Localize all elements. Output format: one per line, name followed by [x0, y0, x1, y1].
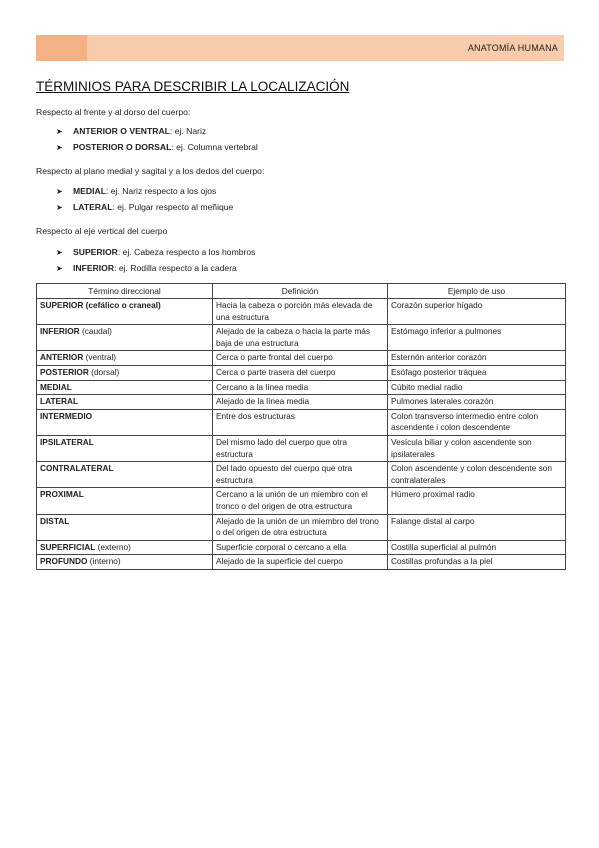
cell-example: Vesícula biliar y colon ascendente son ipsilaterales [388, 435, 566, 461]
table-row [37, 409, 566, 435]
arrow-bullet-icon: ➤ [56, 142, 63, 152]
directional-terms-table [36, 283, 566, 570]
cell-definition: Entre dos estructuras [213, 409, 388, 435]
cell-term [37, 540, 213, 555]
table-header-row [37, 284, 566, 299]
list-item [56, 245, 255, 261]
cell-definition: Alejado de la unión de un miembro del trono o del origen de otra estructura [213, 514, 388, 540]
arrow-bullet-icon: ➤ [56, 202, 63, 212]
cell-term [37, 462, 213, 488]
cell-definition: Alejado de la superficie del cuerpo [213, 555, 388, 570]
term-name: POSTERIOR [40, 366, 89, 377]
cell-term [37, 380, 213, 395]
table-row [37, 351, 566, 366]
cell-example: Colon transverso intermedio entre colon ascendente i colon descendente [388, 409, 566, 435]
cell-definition: Cerca o parte trasera del cuerpo [213, 365, 388, 380]
bullet-list-front-back [56, 124, 258, 155]
term-qualifier: (externo) [95, 541, 131, 552]
cell-example: Costilla superficial al pulmón [388, 540, 566, 555]
cell-term [37, 488, 213, 514]
arrow-bullet-icon: ➤ [56, 127, 63, 136]
cell-example: Colon ascendente y colon descendente son contralaterales [388, 462, 566, 488]
column-header-term: Término direccional [37, 284, 213, 299]
term-qualifier: (caudal) [79, 326, 112, 337]
table-row [37, 555, 566, 570]
bullet-term: POSTERIOR O DORSAL [73, 141, 172, 152]
header-accent-block [36, 35, 87, 61]
cell-term [37, 299, 213, 325]
table-row [37, 380, 566, 395]
term-name: SUPERIOR [40, 300, 84, 310]
table-row [37, 395, 566, 410]
table-row [37, 462, 566, 488]
arrow-bullet-icon: ➤ [56, 187, 63, 196]
cell-definition: Cerca o parte frontal del cuerpo [213, 351, 388, 366]
cell-definition: Cercano a la línea media [213, 380, 388, 395]
section-intro-front-back: Respecto al frente y al dorso del cuerpo: [36, 107, 191, 117]
list-item [56, 200, 233, 216]
column-header-definition: Definición [213, 284, 388, 299]
bullet-desc: : ej. Rodilla respecto a la cadera [114, 262, 237, 273]
term-name: SUPERFICIAL [40, 541, 96, 552]
table-row [37, 325, 566, 351]
term-name: IPSILATERAL [40, 436, 94, 447]
table-row [37, 514, 566, 540]
header-title: ANATOMÍA HUMANA [467, 43, 558, 53]
table-row [37, 299, 566, 325]
bullet-term: INFERIOR [73, 262, 115, 273]
table-body [37, 299, 566, 570]
cell-definition: Cercano a la unión de un miembro con el tronco o del origen de otra estructura [213, 488, 388, 514]
term-name: INFERIOR [40, 326, 80, 337]
term-qualifier: (cefálico o craneal) [83, 300, 161, 310]
bullet-desc: : ej. Columna vertebral [171, 141, 258, 152]
cell-example: Falange distal al carpo [388, 514, 566, 540]
cell-definition: Superficie corporal o cercano a ella [213, 540, 388, 555]
cell-definition: Del mismo lado del cuerpo que otra estructura [213, 435, 388, 461]
list-item [56, 124, 258, 140]
page-header-bar [36, 35, 564, 61]
section-intro-vertical: Respecto al eje vertical del cuerpo [36, 226, 168, 236]
cell-example: Pulmones laterales corazón [388, 395, 566, 410]
cell-example: Corazón superior hígado [388, 299, 566, 325]
document-title: TÉRMINIOS PARA DESCRIBIR LA LOCALIZACIÓN [36, 79, 350, 94]
bullet-desc: : ej. Nariz [169, 126, 207, 136]
term-qualifier: (ventral) [83, 352, 117, 363]
cell-term [37, 325, 213, 351]
cell-example: Esófago posterior tráquea [388, 365, 566, 380]
cell-example: Estómago inferior a pulmones [388, 325, 566, 351]
table-row [37, 435, 566, 461]
bullet-list-vertical [56, 245, 255, 276]
cell-definition: Alejado de la línea media [213, 395, 388, 410]
cell-term [37, 435, 213, 461]
term-name: MEDIAL [40, 381, 72, 392]
bullet-term: LATERAL [73, 201, 113, 212]
cell-example: Cúbito medial radio [388, 380, 566, 395]
list-item [56, 140, 258, 156]
term-name: INTERMEDIO [40, 410, 93, 421]
list-item [56, 261, 255, 277]
term-name: PROFUNDO [40, 556, 88, 567]
term-qualifier: (interno) [87, 556, 121, 567]
term-name: LATERAL [40, 396, 79, 407]
table-row [37, 540, 566, 555]
cell-definition: Alejado de la cabeza o hacia la parte más baja de una estructura [213, 325, 388, 351]
table-row [37, 365, 566, 380]
arrow-bullet-icon: ➤ [56, 248, 63, 257]
arrow-bullet-icon: ➤ [56, 263, 63, 273]
cell-example: Esternón anterior corazón [388, 351, 566, 366]
cell-term [37, 555, 213, 570]
column-header-example: Ejemplo de uso [388, 284, 566, 299]
cell-term [37, 351, 213, 366]
cell-definition: Del lado opuesto del cuerpo que otra estructura [213, 462, 388, 488]
term-name: PROXIMAL [40, 489, 84, 500]
cell-example: Costillas profundas a la piel [388, 555, 566, 570]
term-name: DISTAL [40, 515, 70, 526]
bullet-desc: : ej. Cabeza respecto a los hombros [117, 247, 256, 257]
bullet-term: ANTERIOR O VENTRAL [73, 126, 170, 136]
bullet-term: MEDIAL [73, 186, 106, 196]
cell-example: Húmero proximal radio [388, 488, 566, 514]
bullet-desc: : ej. Nariz respecto a los ojos [105, 186, 217, 196]
bullet-term: SUPERIOR [73, 247, 118, 257]
cell-term [37, 409, 213, 435]
term-name: CONTRALATERAL [40, 463, 114, 474]
bullet-list-medial [56, 184, 233, 215]
list-item [56, 184, 233, 200]
cell-definition: Hacia la cabeza o porción más elevada de una estructura [213, 299, 388, 325]
cell-term [37, 514, 213, 540]
term-name: ANTERIOR [40, 352, 84, 363]
cell-term [37, 365, 213, 380]
term-qualifier: (dorsal) [88, 366, 120, 377]
cell-term [37, 395, 213, 410]
section-intro-medial: Respecto al plano medial y sagital y a los dedos del cuerpo: [36, 166, 265, 176]
table-row [37, 488, 566, 514]
bullet-desc: : ej. Pulgar respecto al meñique [112, 201, 234, 212]
